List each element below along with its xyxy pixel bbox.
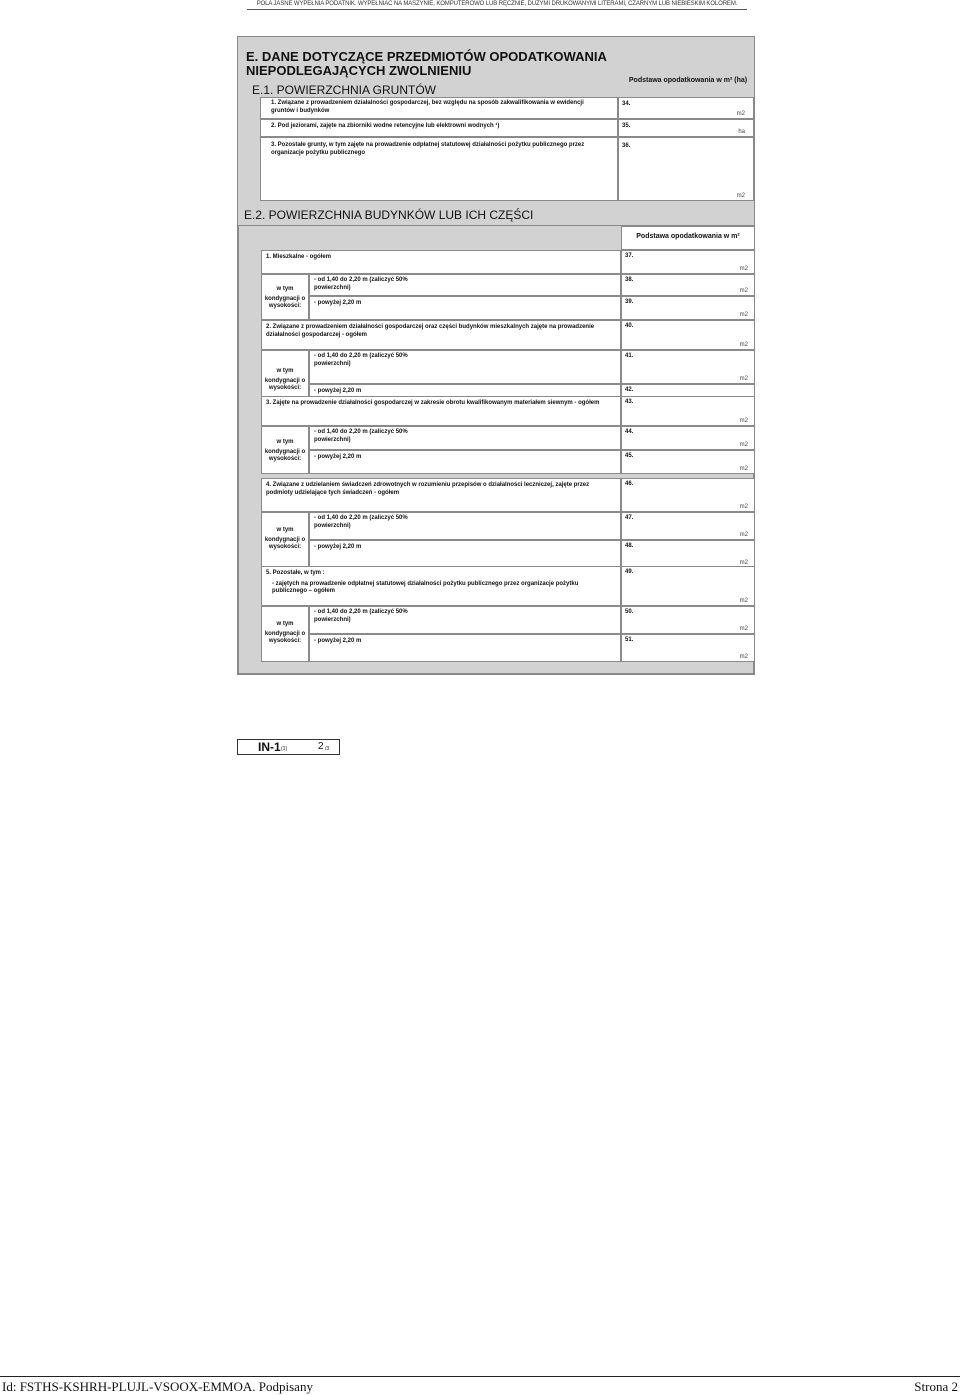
field-number: 50. <box>625 609 634 615</box>
field-number: 44. <box>625 429 634 435</box>
form-id-name: IN-1 <box>258 740 281 754</box>
section-e-form <box>237 36 755 675</box>
unit-label: m2 <box>739 466 748 472</box>
low-height-text: - od 1,40 do 2,20 m (zaliczyć 50% powierzchni) <box>314 429 408 443</box>
e2-group-5-subtext: - zajętych na prowadzenie odpłatnej statutowej działalności pożytku publicznego przez organizacje pożytku publicznego – ogółem <box>272 580 579 594</box>
section-e-title: E. DANE DOTYCZĄCE PRZEDMIOTÓW OPODATKOWANIA NIEPODLEGAJĄCYCH ZWOLNIENIU <box>246 49 607 78</box>
unit-label: m2 <box>739 532 748 538</box>
kondygnacji-label: kondygnacji o wysokości: <box>264 295 306 309</box>
w-tym-label: w tym <box>276 286 294 292</box>
unit-label: m2 <box>739 626 748 632</box>
unit-label: m2 <box>739 376 748 382</box>
low-height-text: - od 1,40 do 2,20 m (zaliczyć 50% powierzchni) <box>314 353 408 367</box>
field-number: 41. <box>625 353 634 359</box>
e1-row-3-label: 3. Pozostałe grunty, w tym zajęte na prowadzenie odpłatnej statutowej działalności pożytku publicznego przez organizacje pożytku publicznego <box>260 137 618 201</box>
e2-group-3-low-label <box>309 426 621 450</box>
form-id-page: 2 <box>318 741 324 752</box>
w-tym-label: w tym <box>276 439 294 445</box>
e1-row-2-label: 2. Pod jeziorami, zajęte na zbiorniki wodne retencyjne lub elektrowni wodnych ¹) <box>260 119 618 137</box>
e2-group-5-high-label <box>309 634 621 662</box>
e2-field-38.[interactable] <box>621 274 755 296</box>
unit-label: m2 <box>739 342 748 348</box>
e2-group-4-label <box>261 478 621 512</box>
e2-field-45.[interactable] <box>621 450 755 474</box>
e2-group-1-high-label <box>309 296 621 320</box>
e2-group-2-label <box>261 320 621 350</box>
e2-group-4-wtym <box>261 512 309 568</box>
field-number: 43. <box>625 399 634 405</box>
form-id-version: (1) <box>281 746 288 752</box>
kondygnacji-label: kondygnacji o wysokości: <box>264 630 306 644</box>
field-number: 42. <box>625 387 634 393</box>
e2-group-5-text: 5. Pozostałe, w tym : <box>266 570 325 576</box>
header-note: POLA JASNE WYPEŁNIA PODATNIK. WYPEŁNIAĆ NA MASZYNIE, KOMPUTEROWO LUB RĘCZNIE, DUŻYMI DRUKOWANYMI LITERAMI, CZARNYM LUB NIEBIESKIM KOLOREM. <box>247 0 747 10</box>
e1-basis-header: Podstawa opodatkowania w m² (ha) <box>628 77 748 84</box>
e1-row-3-field[interactable]: 36. m2 <box>618 137 754 201</box>
unit-label: m2 <box>739 598 748 604</box>
e2-title: E.2. POWIERZCHNIA BUDYNKÓW LUB ICH CZĘŚCI <box>244 208 534 222</box>
unit-label: m2 <box>739 288 748 294</box>
e2-table <box>238 225 754 674</box>
footer-rule <box>0 1376 960 1377</box>
e2-field-41.[interactable] <box>621 350 755 384</box>
footer-page: Strona 2 <box>914 1379 958 1394</box>
e2-group-5-wtym <box>261 606 309 662</box>
unit-label: m2 <box>739 312 748 318</box>
field-number: 38. <box>625 277 634 283</box>
e2-field-44.[interactable] <box>621 426 755 450</box>
kondygnacji-label: kondygnacji o wysokości: <box>264 448 306 462</box>
e2-field-48.[interactable] <box>621 540 755 568</box>
unit-label: m2 <box>739 266 748 272</box>
e2-group-3-text: 3. Zajęte na prowadzenie działalności gospodarczej w zakresie obrotu kwalifikowanym materiałem siewnym - ogółem <box>266 400 600 406</box>
footer-id: Id: FSTHS-KSHRH-PLUJL-VSOOX-EMMOA. Podpisany <box>2 1379 313 1394</box>
unit-label: m2 <box>739 442 748 448</box>
field-number: 49. <box>625 569 634 575</box>
form-id-page-of: /3 <box>325 746 330 752</box>
field-number: 37. <box>625 253 634 259</box>
e2-group-3-high-label <box>309 450 621 474</box>
high-height-text: - powyżej 2,20 m <box>314 638 362 644</box>
high-height-text: - powyżej 2,20 m <box>314 388 362 394</box>
e2-group-4-high-label <box>309 540 621 568</box>
unit-label: m2 <box>739 418 748 424</box>
e2-group-1-label <box>261 250 621 274</box>
e1-row-1-field[interactable]: 34. m2 <box>618 97 754 119</box>
e2-field-40.[interactable] <box>621 320 755 350</box>
e2-field-51.[interactable] <box>621 634 755 662</box>
high-height-text: - powyżej 2,20 m <box>314 300 362 306</box>
field-number: 48. <box>625 543 634 549</box>
w-tym-label: w tym <box>276 527 294 533</box>
unit-label: m2 <box>739 504 748 510</box>
e1-title: E.1. POWIERZCHNIA GRUNTÓW <box>252 83 437 97</box>
e1-row-1-label: 1. Związane z prowadzeniem działalności gospodarczej, bez względu na sposób zakwalifikowania w ewidencji gruntów i budynków <box>260 97 618 119</box>
w-tym-label: w tym <box>276 621 294 627</box>
high-height-text: - powyżej 2,20 m <box>314 544 362 550</box>
e2-group-3-label <box>261 396 621 426</box>
field-number: 51. <box>625 637 634 643</box>
unit-label: m2 <box>739 654 748 660</box>
e2-group-2-low-label <box>309 350 621 384</box>
kondygnacji-label: kondygnacji o wysokości: <box>264 536 306 550</box>
low-height-text: - od 1,40 do 2,20 m (zaliczyć 50% powierzchni) <box>314 515 408 529</box>
e2-group-1-text: 1. Mieszkalne - ogółem <box>266 254 332 260</box>
field-number: 40. <box>625 323 634 329</box>
field-number: 45. <box>625 453 634 459</box>
e2-group-1-low-label <box>309 274 621 296</box>
high-height-text: - powyżej 2,20 m <box>314 454 362 460</box>
e2-field-50.[interactable] <box>621 606 755 634</box>
field-number: 46. <box>625 481 634 487</box>
e2-group-2-text: 2. Związane z prowadzeniem działalności gospodarczej oraz części budynków mieszkalnych zajęte na prowadzenie działalności gospodarczej - ogółem <box>266 324 595 338</box>
e2-field-37.[interactable] <box>621 250 755 274</box>
e2-basis-header: Podstawa opodatkowania w m² <box>621 226 755 250</box>
w-tym-label: w tym <box>276 368 294 374</box>
e2-group-3-wtym <box>261 426 309 474</box>
e2-field-47.[interactable] <box>621 512 755 540</box>
e1-row-2-field[interactable]: 35. ha <box>618 119 754 137</box>
field-number: 39. <box>625 299 634 305</box>
kondygnacji-label: kondygnacji o wysokości: <box>264 377 306 391</box>
unit-label: m2 <box>739 560 748 566</box>
e2-field-46.[interactable] <box>621 478 755 512</box>
e2-group-1-wtym <box>261 274 309 320</box>
e2-field-43.[interactable] <box>621 396 755 426</box>
e2-group-4-low-label <box>309 512 621 540</box>
e2-group-5-label <box>261 566 621 606</box>
field-number: 47. <box>625 515 634 521</box>
e2-group-5-low-label <box>309 606 621 634</box>
low-height-text: - od 1,40 do 2,20 m (zaliczyć 50% powierzchni) <box>314 277 408 291</box>
form-id-box <box>237 739 340 755</box>
e2-field-49.[interactable] <box>621 566 755 606</box>
e2-group-4-text: 4. Związane z udzielaniem świadczeń zdrowotnych w rozumieniu przepisów o działalności leczniczej, zajęte przez podmioty udzielające tych świadczeń - ogółem <box>266 482 590 496</box>
low-height-text: - od 1,40 do 2,20 m (zaliczyć 50% powierzchni) <box>314 609 408 623</box>
e2-field-39.[interactable] <box>621 296 755 320</box>
